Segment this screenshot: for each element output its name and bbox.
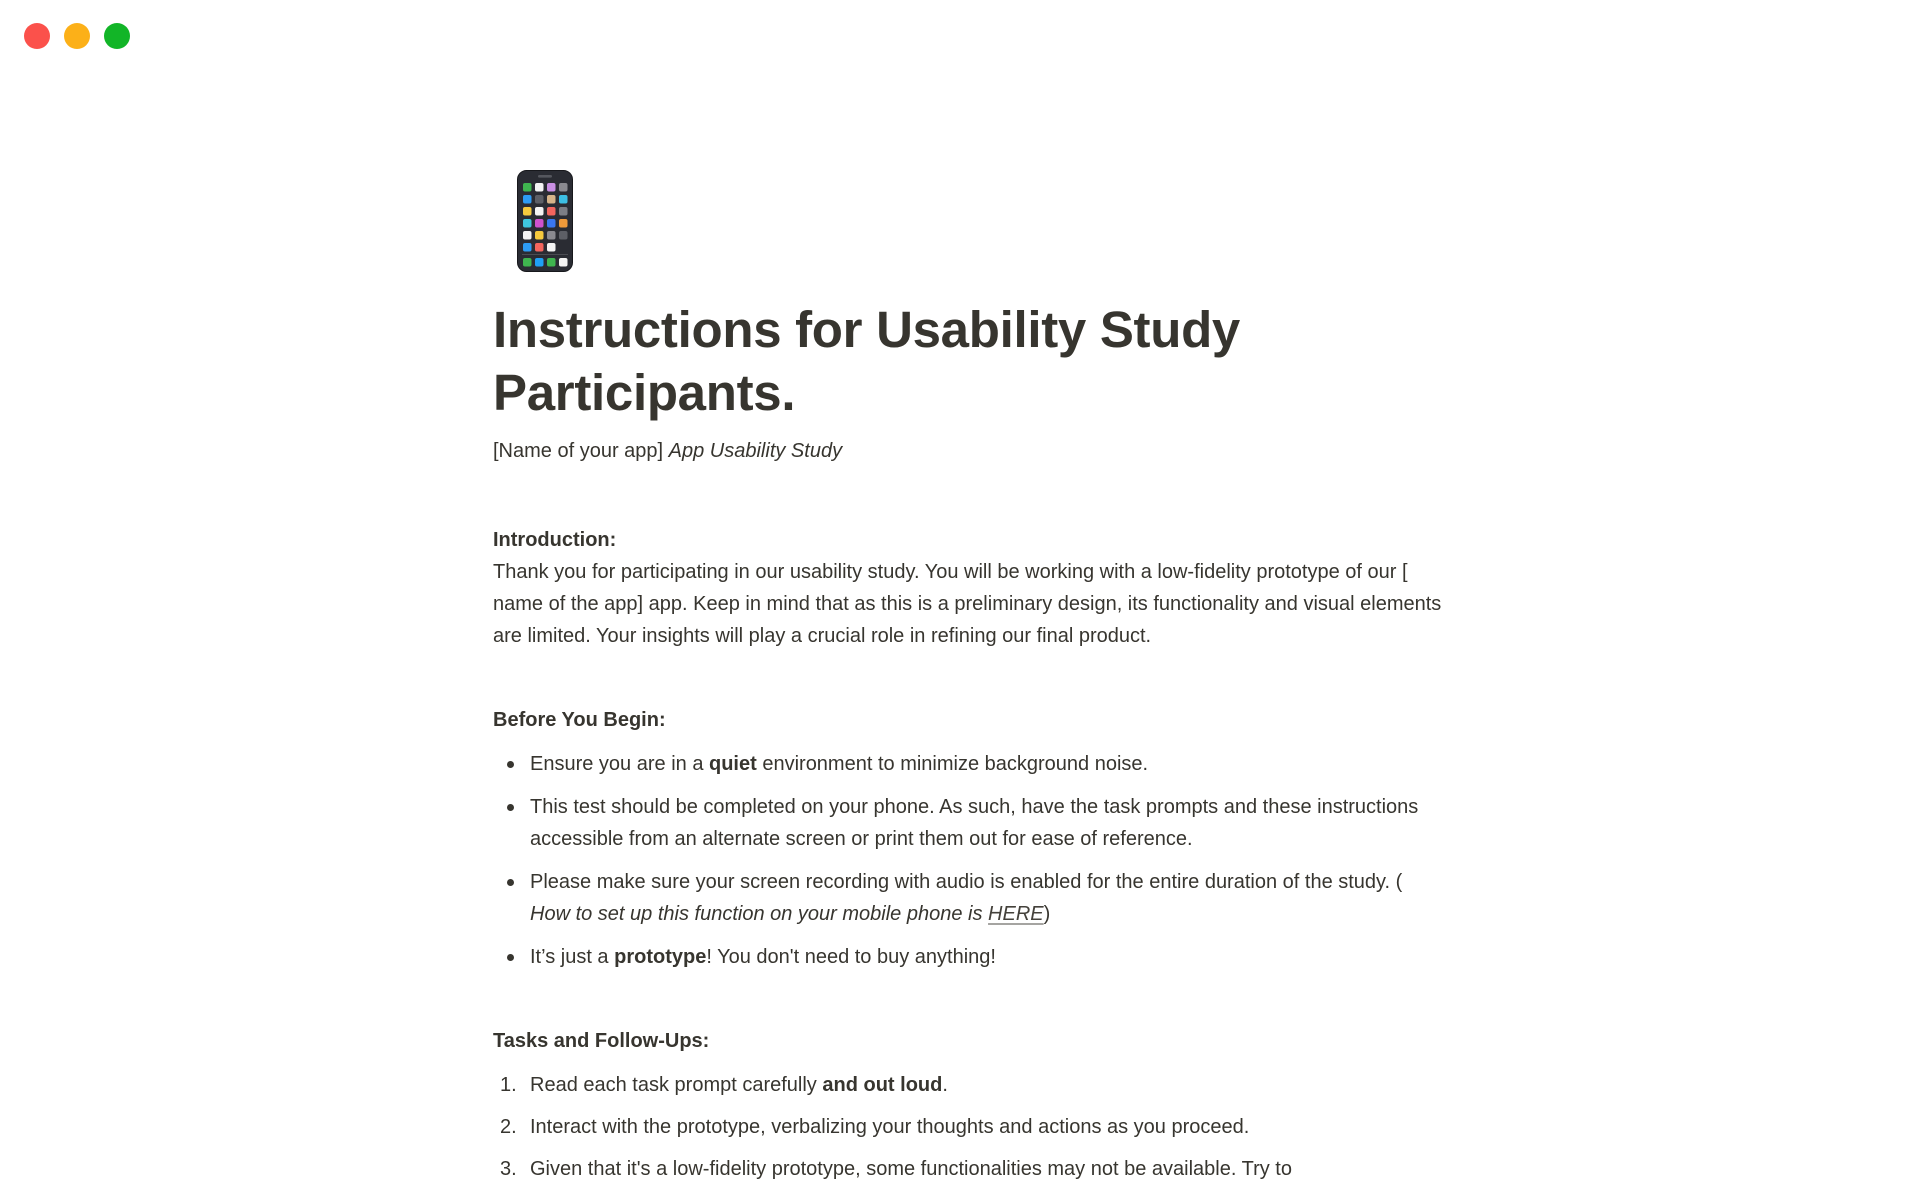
text-segment-bold: quiet — [709, 753, 757, 775]
task-item — [493, 1111, 1445, 1143]
text-segment-bold: prototype — [614, 946, 707, 968]
text-segment: ! You don't need to buy anything! — [706, 946, 996, 968]
bullet-item — [493, 748, 1445, 780]
bullet-item — [493, 791, 1445, 855]
text-segment: It’s just a — [530, 946, 615, 968]
before-you-begin-heading: Before You Begin: — [493, 709, 666, 731]
minimize-button[interactable] — [64, 23, 90, 49]
mobile-phone-icon[interactable] — [517, 170, 573, 272]
introduction-paragraph — [493, 524, 1445, 652]
text-segment-italic: How to set up this function on your mobile phone is — [530, 903, 989, 925]
tasks-list — [493, 1069, 1445, 1185]
text-segment: ) — [1043, 903, 1051, 925]
subtitle-italic: App Usability Study — [668, 440, 843, 462]
close-button[interactable] — [24, 23, 50, 49]
introduction-body: Thank you for participating in our usability study. You will be working with a low-fidelity prototype of our [ name of the app] app. Keep in mind that as this is a preliminary design, its functionality and visual elements are limited. Your insights will play a crucial role in refining our final product. — [493, 561, 1442, 647]
text-segment-bold: and out loud — [822, 1074, 943, 1096]
task-item — [493, 1069, 1445, 1101]
zoom-button[interactable] — [104, 23, 130, 49]
text-segment: Given that it's a low-fidelity prototype, some functionalities may not be available. Try to — [530, 1158, 1292, 1180]
text-segment: This test should be completed on your phone. As such, have the task prompts and these instructions accessible from an alternate screen or print them out for ease of reference. — [530, 796, 1419, 850]
tasks-heading: Tasks and Follow-Ups: — [493, 1030, 710, 1052]
text-segment: Read each task prompt carefully — [530, 1074, 823, 1096]
text-segment: Please make sure your screen recording with audio is enabled for the entire duration of the study. ( — [530, 871, 1403, 893]
introduction-heading: Introduction: — [493, 529, 617, 551]
before-you-begin-list — [493, 748, 1445, 973]
page-title: Instructions for Usability Study Participants. — [493, 301, 1240, 421]
bullet-item — [493, 941, 1445, 973]
text-segment: Interact with the prototype, verbalizing your thoughts and actions as you proceed. — [530, 1116, 1250, 1138]
document-page — [493, 170, 1445, 1195]
subtitle-plain: [Name of your app] — [493, 440, 669, 462]
text-segment: environment to minimize background noise. — [756, 753, 1149, 775]
task-item — [493, 1153, 1445, 1185]
text-segment: Ensure you are in a — [530, 753, 709, 775]
bullet-item — [493, 866, 1445, 930]
text-segment: . — [942, 1074, 948, 1096]
here-link[interactable]: HERE — [988, 903, 1044, 925]
page-subtitle — [493, 436, 1445, 467]
window-controls — [24, 23, 130, 49]
